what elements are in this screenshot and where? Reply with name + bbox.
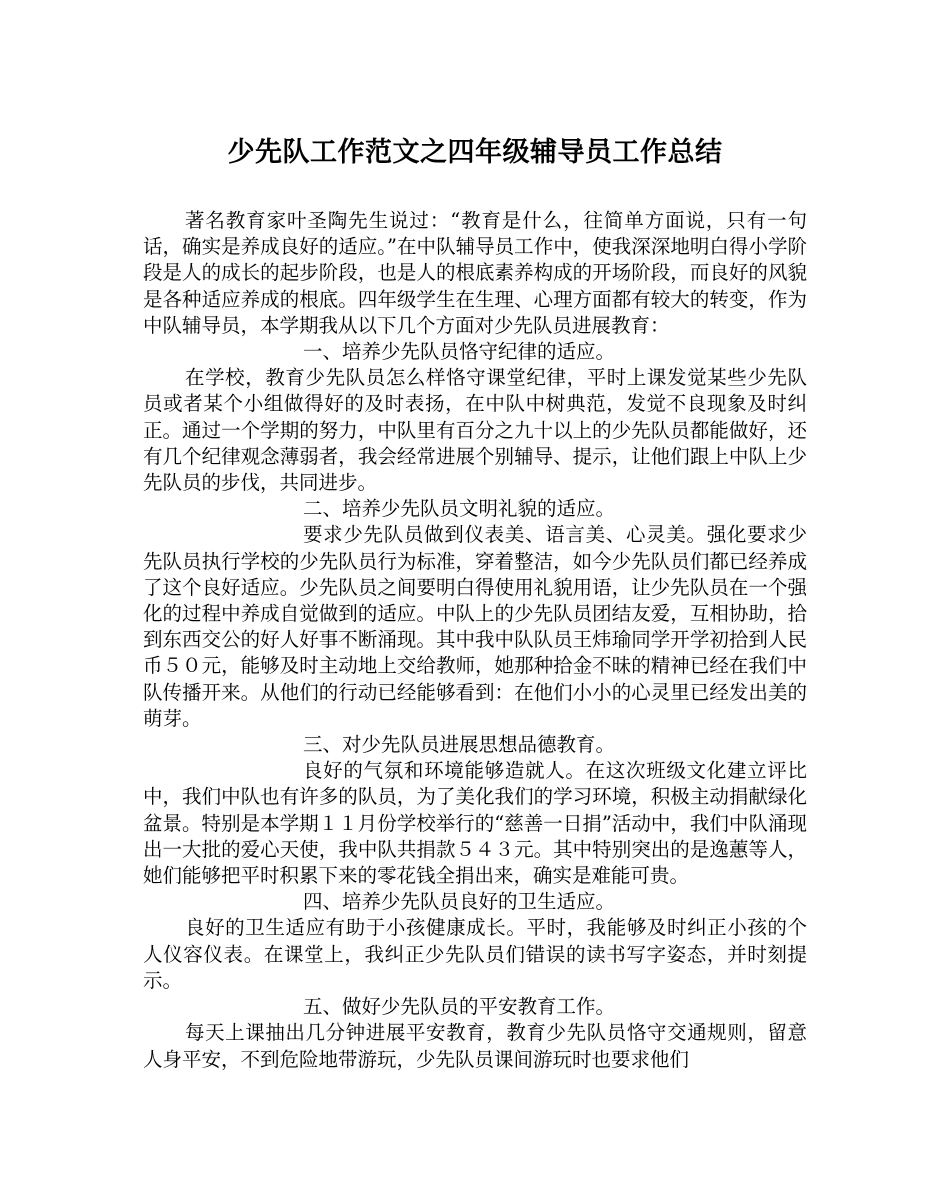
paragraph-discipline: 在学校，教育少先队员怎么样恪守课堂纪律，平时上课发觉某些少先队员或者某个小组做得好的及时表扬，在中队中树典范，发觉不良现象及时纠正。通过一个学期的努力，中队里有百分之九十以上的少先队员都能做好，还有几个纪律观念薄弱者，我会经常进展个别辅导、提示，让他们跟上中队上少先队员的步伐，共同进步。 bbox=[143, 366, 807, 495]
section-heading-4: 四、培养少先队员良好的卫生适应。 bbox=[303, 890, 616, 914]
section-heading-1: 一、培养少先队员恪守纪律的适应。 bbox=[303, 340, 616, 364]
paragraph-courtesy: 要求少先队员做到仪表美、语言美、心灵美。强化要求少先队员执行学校的少先队员行为标准，穿着整洁，如今少先队员们都已经养成了这个良好适应。少先队员之间要明白得使用礼貌用语，让少先队员在一个强化的过程中养成自觉做到的适应。中队上的少先队员团结友爱，互相协助，拾到东西交公的好人好事不断涌现。其中我中队队员王炜瑜同学开学初拾到人民币５０元，能够及时主动地上交给教师，她那种拾金不昧的精神已经在我们中队传播开来。从他们的行动已经能够看到：在他们小小的心灵里已经发出美的萌芽。 bbox=[143, 523, 807, 730]
document-body bbox=[143, 208, 807, 1073]
section-heading-2: 二、培养少先队员文明礼貌的适应。 bbox=[303, 497, 616, 521]
document-title: 少先队工作范文之四年级辅导员工作总结 bbox=[227, 137, 723, 168]
paragraph-safety: 每天上课抽出几分钟进展平安教育，教育少先队员恪守交通规则，留意人身平安，不到危险地带游玩，少先队员课间游玩时也要求他们 bbox=[143, 1021, 807, 1071]
section-heading-5: 五、做好少先队员的平安教育工作。 bbox=[303, 995, 616, 1019]
paragraph-intro: 著名教育家叶圣陶先生说过：“教育是什么，往简单方面说，只有一句话，确实是养成良好的适应。”在中队辅导员工作中，使我深深地明白得小学阶段是人的成长的起步阶段，也是人的根底素养构成的开场阶段，而良好的风貌是各种适应养成的根底。四年级学生在生理、心理方面都有较大的转变，作为中队辅导员，本学期我从以下几个方面对少先队员进展教育： bbox=[143, 209, 807, 337]
paragraph-moral-education: 良好的气氛和环境能够造就人。在这次班级文化建立评比中，我们中队也有许多的队员，为了美化我们的学习环境，积极主动捐献绿化盆景。特别是本学期１１月份学校举行的“慈善一日捐”活动中，我们中队涌现出一大批的爱心天使，我中队共捐款５４３元。其中特别突出的是逸蕙等人，她们能够把平时积累下来的零花钱全捐出来，确实是难能可贵。 bbox=[143, 759, 807, 888]
paragraph-hygiene: 良好的卫生适应有助于小孩健康成长。平时，我能够及时纠正小孩的个人仪容仪表。在课堂上，我纠正少先队员们错误的读书写字姿态，并时刻提示。 bbox=[143, 916, 807, 992]
section-heading-3: 三、对少先队员进展思想品德教育。 bbox=[303, 733, 616, 757]
